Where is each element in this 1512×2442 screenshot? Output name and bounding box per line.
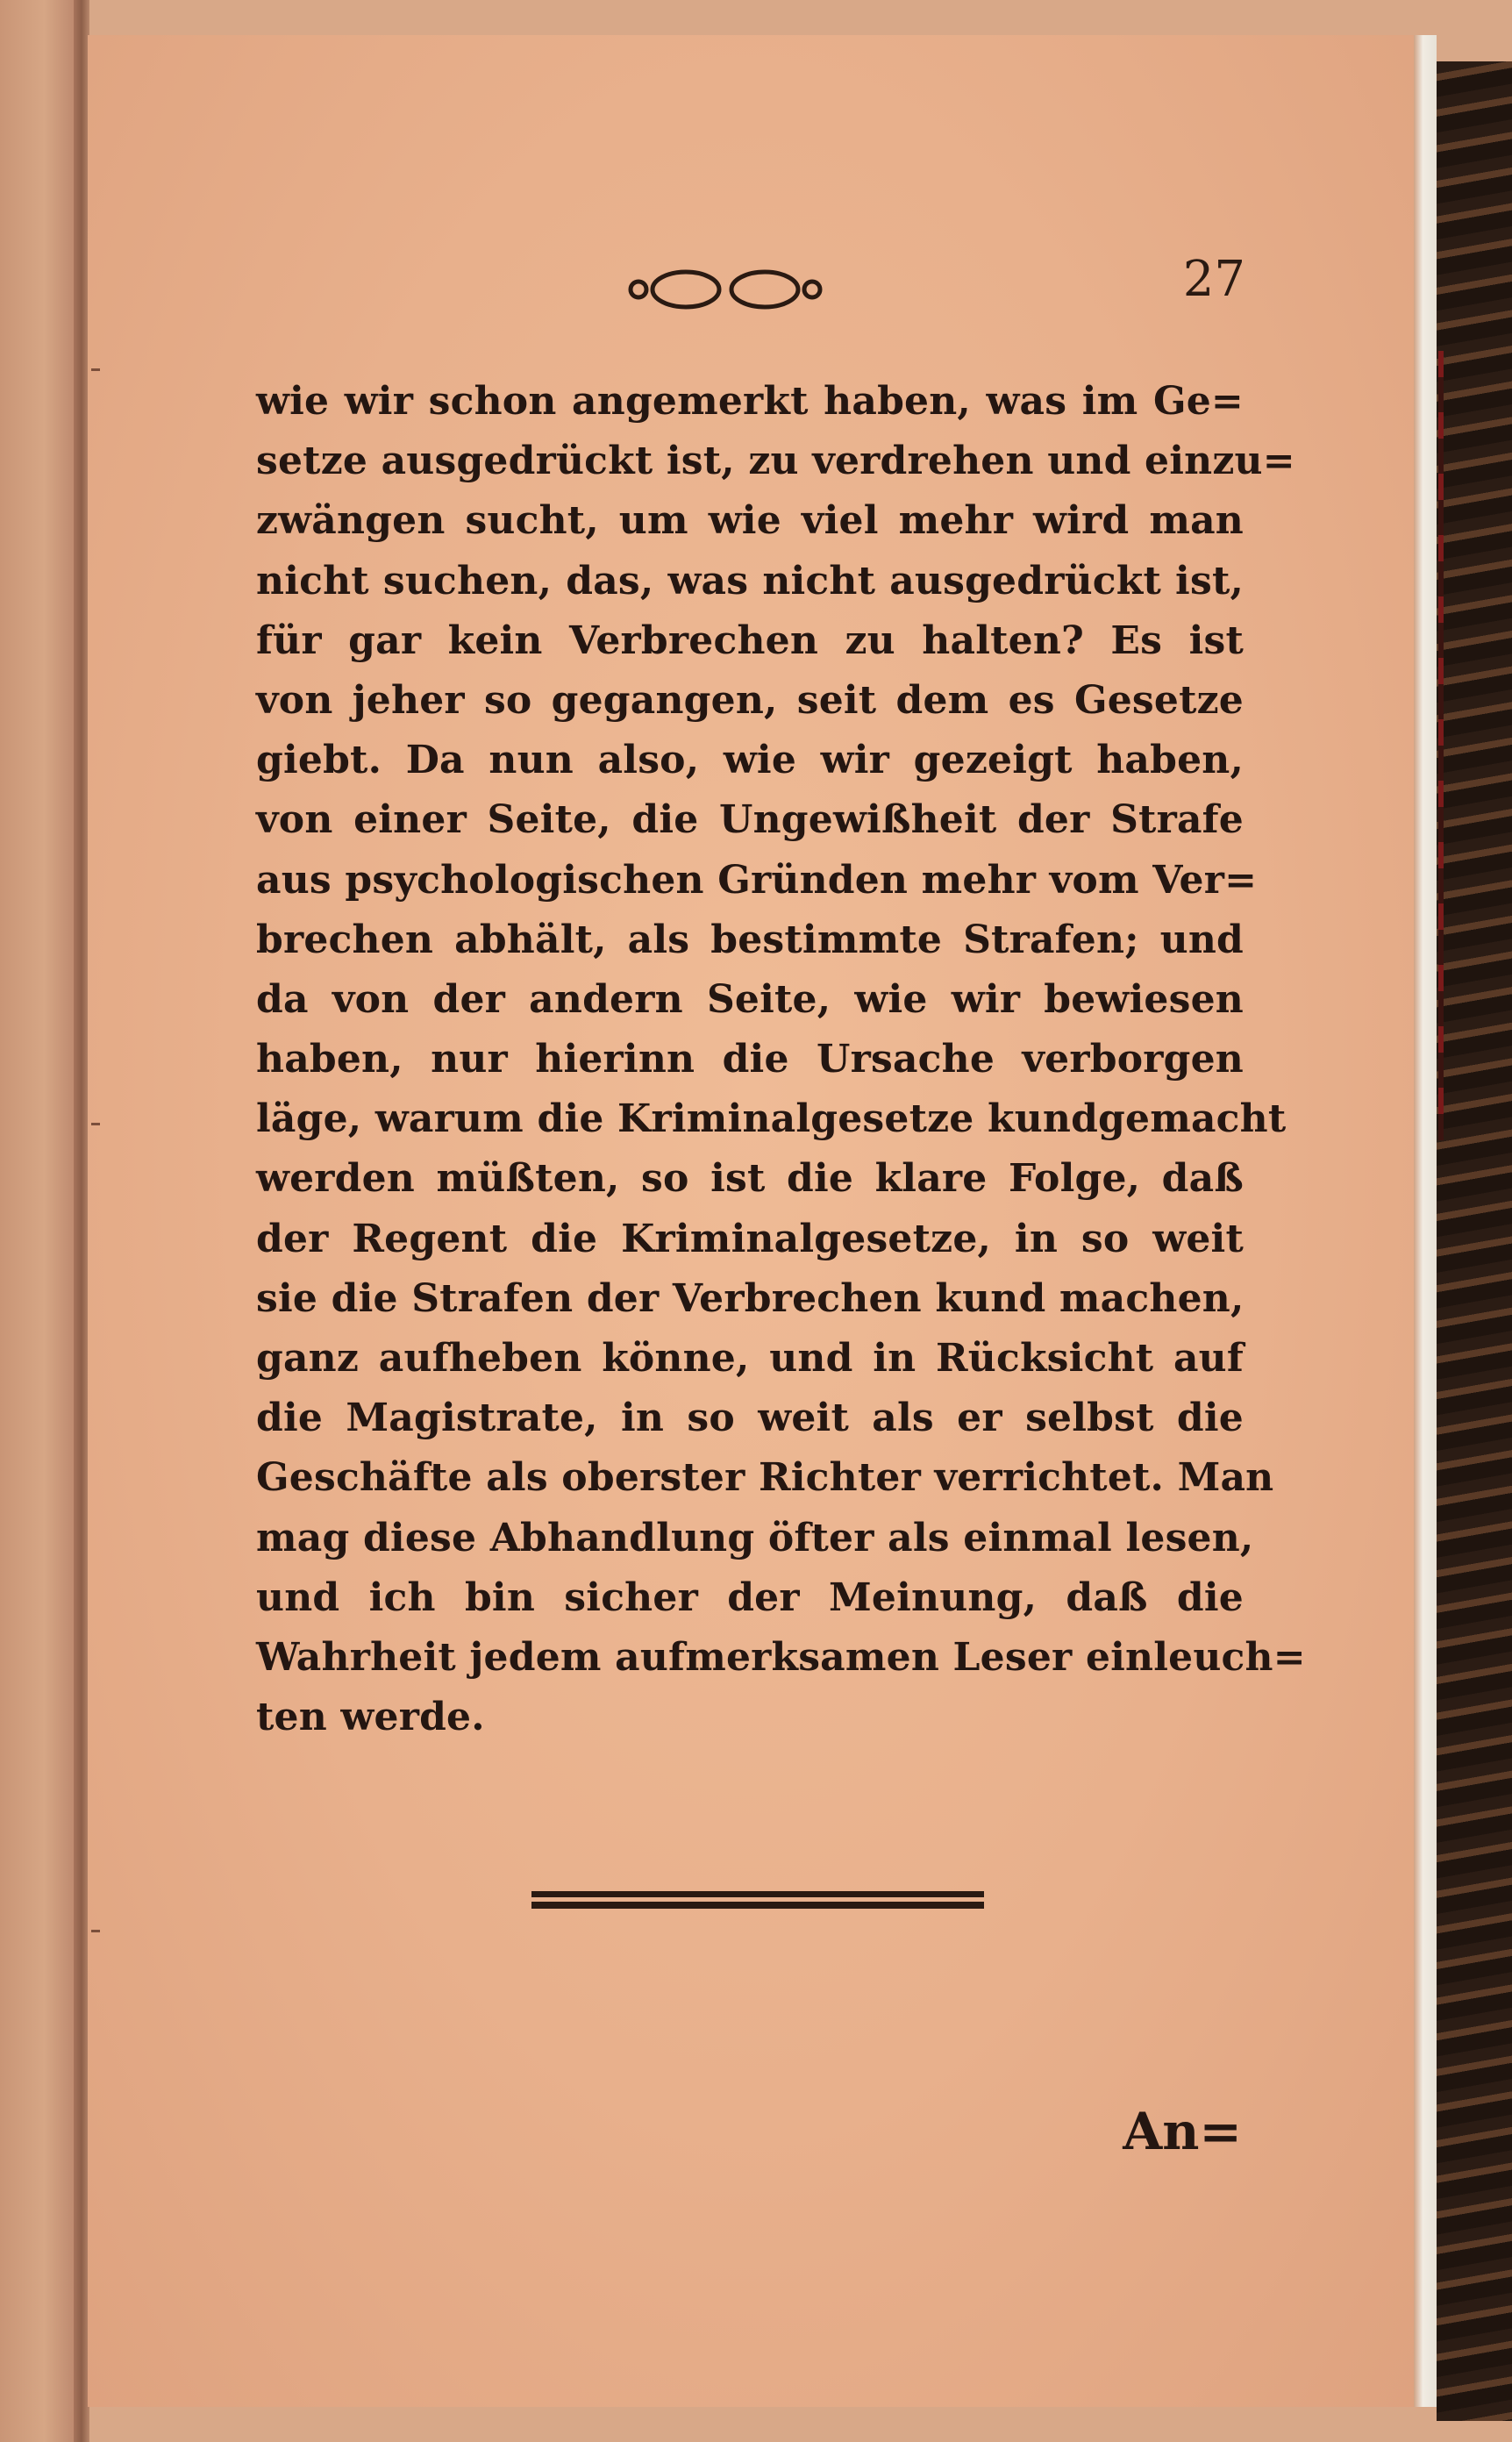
text-line: aus psychologischen Gründen mehr vom Ver= [256, 857, 1258, 903]
text-line: zwängen sucht, um wie viel mehr wird man [256, 498, 1244, 544]
section-rule [531, 1891, 984, 1910]
stitch-mark [91, 1930, 100, 1932]
text-line: brechen abhält, als bestimmte Strafen; und [256, 917, 1244, 962]
page-number: 27 [1182, 251, 1245, 308]
binding-red-edge [1438, 351, 1444, 1140]
text-line: mag diese Abhandlung öfter als einmal lesen, [256, 1515, 1254, 1560]
text-line: da von der andern Seite, wie wir bewiesen [256, 976, 1244, 1022]
book-binding [1437, 61, 1512, 2421]
body-text [256, 372, 1306, 1747]
stitch-mark [91, 368, 100, 371]
stitch-mark [91, 1123, 100, 1125]
text-line: Wahrheit jedem aufmerksamen Leser einleuch= [256, 1634, 1306, 1680]
text-line: für gar kein Verbrechen zu halten? Es ist [256, 618, 1244, 663]
text-line: der Regent die Kriminalgesetze, in so weit [256, 1216, 1244, 1261]
text-line: Geschäfte als oberster Richter verrichtet. Man [256, 1455, 1274, 1501]
text-line: läge, warum die Kriminalgesetze kundgemacht [256, 1096, 1287, 1142]
text-line: werden müßten, so ist die klare Folge, daß [256, 1156, 1244, 1202]
rule-bar-bottom [531, 1902, 984, 1909]
catchword: An= [1123, 2102, 1242, 2161]
text-line: giebt. Da nun also, wie wir gezeigt haben, [256, 738, 1244, 783]
previous-page-edge [0, 0, 81, 2442]
text-line: ganz aufheben könne, und in Rücksicht auf [256, 1336, 1244, 1381]
text-line: die Magistrate, in so weit als er selbst die [256, 1396, 1244, 1441]
text-line-final: ten werde. [256, 1695, 485, 1740]
text-line: haben, nur hierinn die Ursache verborgen [256, 1037, 1244, 1082]
text-line: und ich bin sicher der Meinung, daß die [256, 1574, 1244, 1620]
page-fore-edge [1414, 35, 1437, 2407]
text-line: sie die Strafen der Verbrechen kund machen, [256, 1275, 1245, 1321]
text-line: setze ausgedrückt ist, zu verdrehen und einzu= [256, 439, 1295, 484]
text-line: nicht suchen, das, was nicht ausgedrückt ist, [256, 558, 1244, 603]
text-line: wie wir schon angemerkt haben, was im Ge= [256, 379, 1244, 424]
text-line: von einer Seite, die Ungewißheit der Strafe [256, 797, 1244, 843]
header-ornament-icon [624, 263, 826, 316]
rule-bar-top [531, 1891, 984, 1897]
text-line: von jeher so gegangen, seit dem es Gesetze [256, 677, 1244, 723]
